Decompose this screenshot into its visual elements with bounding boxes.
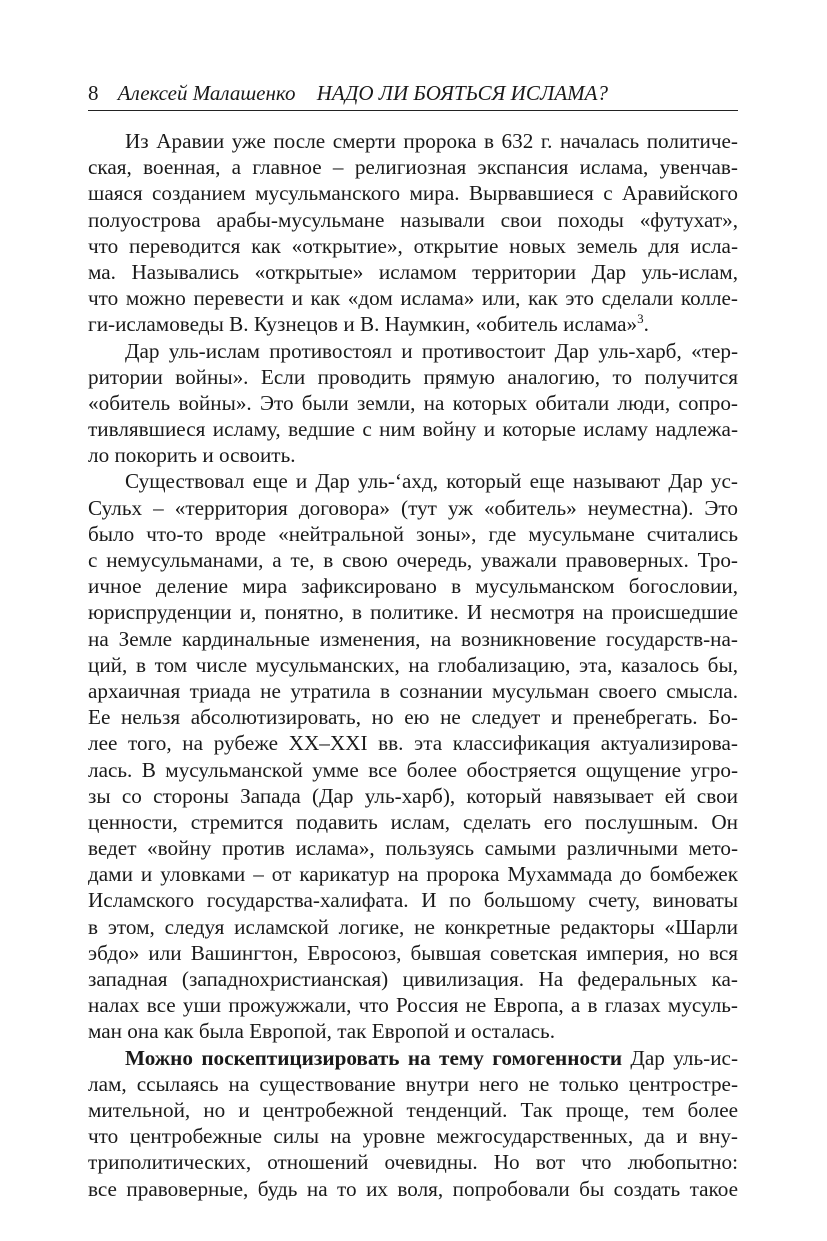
text-line: юриспруденции и, понятно, в политике. И несмотря на происшедшие — [88, 600, 738, 625]
text-line: все правоверные, будь на то их воля, попробовали бы создать такое — [88, 1176, 738, 1201]
text-line-content: Дар уль-ис- — [622, 1045, 738, 1070]
text-line: полуострова арабы-мусульмане называли свои походы «футухат», — [88, 207, 738, 232]
text-line: лам, ссылаясь на существование внутри него не только центростре- — [88, 1071, 738, 1096]
text-line: ло покорить и освоить. — [88, 443, 296, 468]
text-line: Дар уль-ислам противостоял и противостоит Дар уль-харб, «тер- — [125, 338, 738, 363]
text-line: «обитель войны». Это были земли, на которых обитали люди, сопро- — [88, 390, 738, 415]
text-line: что можно перевести и как «дом ислама» или, как это сделали колле- — [88, 286, 738, 311]
header-book-title: НАДО ЛИ БОЯТЬСЯ ИСЛАМА? — [316, 81, 608, 105]
text-line: мительной, но и центробежной тенденций. Так проще, тем более — [88, 1097, 738, 1122]
text-line: Исламского государства-халифата. И по большому счету, виноваты — [88, 888, 738, 913]
text-line: ценности, стремится подавить ислам, сделать его послушным. Он — [88, 809, 738, 834]
running-header — [88, 80, 738, 111]
text-line: лась. В мусульманской умме все более обостряется ощущение угро- — [88, 757, 738, 782]
bold-lead-phrase: Можно поскептицизировать на тему гомогенности — [125, 1045, 623, 1070]
text-line: Существовал еще и Дар уль-‘ахд, который еще называют Дар ус- — [125, 469, 738, 494]
text-line: в этом, следуя исламской логике, не конкретные редакторы «Шарли — [88, 914, 738, 939]
text-line: архаичная триада не утратила в сознании мусульман своего смысла. — [88, 678, 738, 703]
header-author: Алексей Малашенко — [117, 81, 296, 105]
text-line: что центробежные силы на уровне межгосударственных, да и вну- — [88, 1124, 738, 1149]
text-line: западная (западнохристианская) цивилизация. На федеральных ка- — [88, 967, 738, 991]
text-line: ги-исламоведы В. Кузнецов и В. Наумкин, «обитель ислама»$^3$. — [88, 311, 649, 337]
text-line: шаяся созданием мусульманского мира. Вырвавшиеся с Аравийского — [88, 181, 738, 206]
text-line: ман она как была Европой, так Европой и осталась. — [88, 1019, 556, 1044]
text-line: ма. Назывались «открытые» исламом территории Дар уль-ислам, — [88, 259, 738, 284]
text-line: эбдо» или Вашингтон, Евросоюз, бывшая советская империя, но вся — [88, 940, 738, 965]
text-line: Сульх – «территория договора» (тут уж «обитель» неуместна). Это — [88, 495, 738, 520]
text-line: Из Аравии уже после смерти пророка в 632 г. началась политиче- — [125, 129, 738, 153]
text-line: на Земле кардинальные изменения, на возникновение государств-на- — [88, 626, 738, 651]
text-line: что переводится как «открытие», открытие новых земель для исла- — [88, 233, 738, 258]
footnote-reference[interactable]: 3 — [637, 311, 644, 327]
text-line: Ее нельзя абсолютизировать, но ею не следует и пренебрегать. Бо- — [88, 705, 738, 730]
text-line — [88, 1045, 738, 1071]
text-line: тивлявшиеся исламу, ведшие с ним войну и которые исламу надлежа- — [88, 417, 738, 442]
text-line: триполитических, отношений очевидны. Но вот что любопытно: — [88, 1150, 738, 1175]
body-text — [88, 128, 738, 1202]
text-line: дами и уловками – от карикатур на пророка Мухаммада до бомбежек — [88, 862, 738, 887]
text-line: ций, в том числе мусульманских, на глобализацию, эта, казалось бы, — [88, 652, 738, 677]
text-line: с немусульманами, а те, в свою очередь, уважали правоверных. Тро- — [88, 548, 738, 572]
text-line: ичное деление мира зафиксировано в мусульманском богословии, — [88, 574, 738, 599]
text-line: ритории войны». Если проводить прямую аналогию, то получится — [88, 364, 738, 389]
text-line: налах все уши прожужжали, что Россия не Европа, а в глазах мусуль- — [88, 993, 738, 1018]
text-line: зы со стороны Запада (Дар уль-харб), который навязывает ей свои — [88, 783, 738, 808]
page-number: 8 — [88, 81, 99, 105]
text-line-content: ги-исламоведы В. Кузнецов и В. Наумкин, «обитель ислама» — [88, 312, 638, 337]
text-line: было что-то вроде «нейтральной зоны», где мусульмане считались — [88, 521, 738, 546]
text-line: ведет «войну против ислама», пользуясь самыми различными мето- — [88, 836, 738, 861]
text-line: лее того, на рубеже XX–XXI вв. эта классификация актуализирова- — [88, 731, 738, 756]
text-line: ская, военная, а главное – религиозная экспансия ислама, увенчав- — [88, 155, 738, 180]
